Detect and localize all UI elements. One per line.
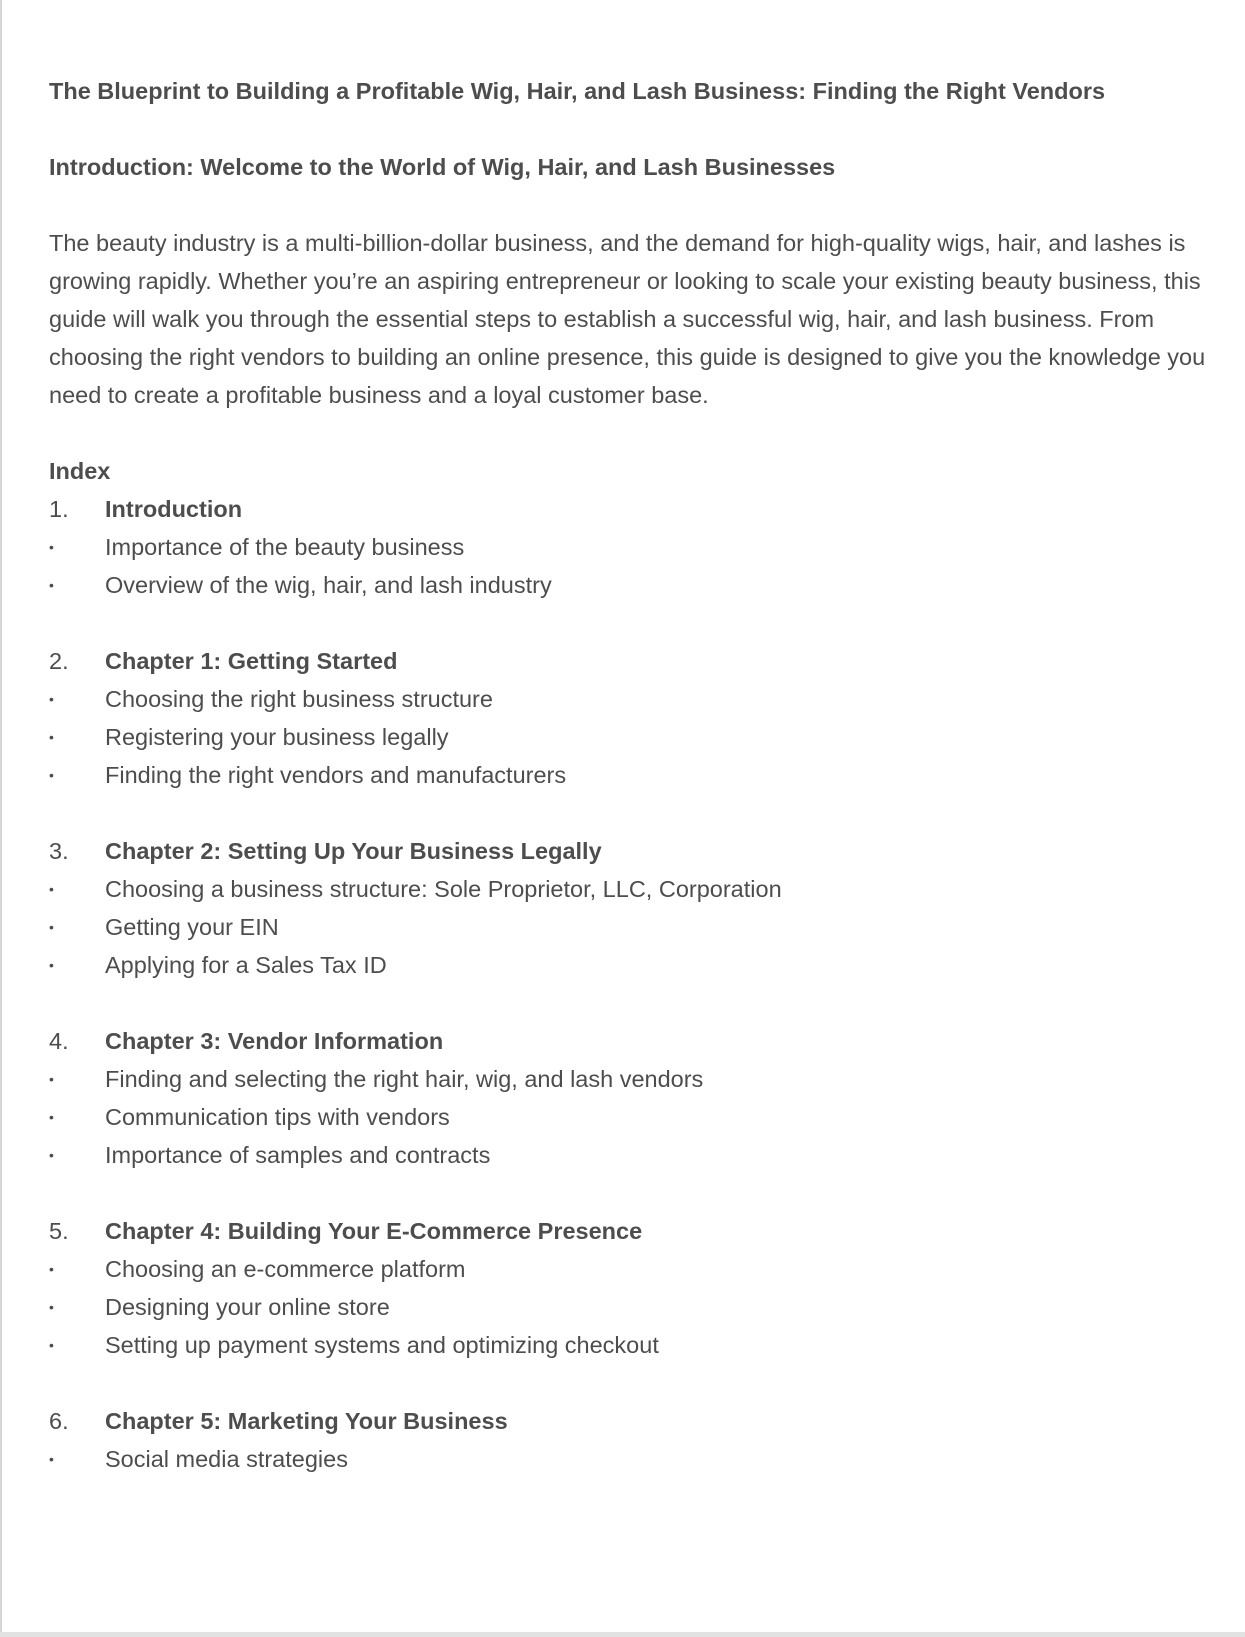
index-chapter-row xyxy=(49,832,1239,870)
index-chapter-row xyxy=(49,1402,1239,1440)
chapter-title: Chapter 3: Vendor Information xyxy=(105,1028,444,1054)
index-chapter-row xyxy=(49,490,1239,528)
bullet-item-text: Communication tips with vendors xyxy=(105,1104,450,1130)
bullet-item-text: Choosing a business structure: Sole Proprietor, LLC, Corporation xyxy=(105,876,782,902)
index-bullet-item xyxy=(49,1060,1239,1098)
bullet-icon: • xyxy=(49,881,54,897)
bullet-icon: • xyxy=(49,729,54,745)
chapter-title: Introduction xyxy=(105,496,243,522)
page-bottom-edge xyxy=(0,1632,1245,1637)
chapter-number: 2. xyxy=(49,648,69,674)
index-section xyxy=(49,490,1239,604)
bullet-icon: • xyxy=(49,1109,54,1125)
chapter-number: 4. xyxy=(49,1028,69,1054)
bullet-item-text: Getting your EIN xyxy=(105,914,279,940)
bullet-icon: • xyxy=(49,1261,54,1277)
bullet-item-text: Applying for a Sales Tax ID xyxy=(105,952,387,978)
bullet-icon: • xyxy=(49,1451,54,1467)
index-bullet-item xyxy=(49,1288,1239,1326)
index-bullet-item xyxy=(49,1250,1239,1288)
index-section xyxy=(49,832,1239,984)
index-section xyxy=(49,642,1239,794)
chapter-number: 6. xyxy=(49,1408,69,1434)
index-bullet-item xyxy=(49,566,1239,604)
bullet-icon: • xyxy=(49,691,54,707)
chapter-number: 1. xyxy=(49,496,69,522)
bullet-item-text: Designing your online store xyxy=(105,1294,390,1320)
intro-heading: Introduction: Welcome to the World of Wig, Hair, and Lash Businesses xyxy=(49,154,836,180)
index-bullet-item xyxy=(49,680,1239,718)
bullet-item-text: Choosing the right business structure xyxy=(105,686,493,712)
index-bullet-item xyxy=(49,946,1239,984)
index-bullet-item xyxy=(49,528,1239,566)
index-bullet-item xyxy=(49,1136,1239,1174)
bullet-icon: • xyxy=(49,1299,54,1315)
index-chapter-row xyxy=(49,642,1239,680)
bullet-item-text: Importance of the beauty business xyxy=(105,534,465,560)
bullet-icon: • xyxy=(49,1071,54,1087)
bullet-icon: • xyxy=(49,767,54,783)
spacer xyxy=(49,186,1239,224)
index-bullet-item xyxy=(49,756,1239,794)
chapter-number: 3. xyxy=(49,838,69,864)
spacer xyxy=(49,110,1239,148)
index-section xyxy=(49,1022,1239,1174)
index-list xyxy=(49,490,1239,1478)
chapter-title: Chapter 5: Marketing Your Business xyxy=(105,1408,508,1434)
bullet-icon: • xyxy=(49,1337,54,1353)
index-heading: Index xyxy=(49,458,111,484)
document-content xyxy=(49,72,1239,1478)
bullet-icon: • xyxy=(49,577,54,593)
index-bullet-item xyxy=(49,1440,1239,1478)
index-chapter-row xyxy=(49,1212,1239,1250)
chapter-title: Chapter 2: Setting Up Your Business Legally xyxy=(105,838,602,864)
bullet-item-text: Social media strategies xyxy=(105,1446,348,1472)
document-title: The Blueprint to Building a Profitable Wig, Hair, and Lash Business: Finding the Right Vendors xyxy=(49,78,1106,104)
index-bullet-item xyxy=(49,718,1239,756)
bullet-item-text: Finding and selecting the right hair, wig, and lash vendors xyxy=(105,1066,704,1092)
bullet-item-text: Registering your business legally xyxy=(105,724,449,750)
bullet-icon: • xyxy=(49,919,54,935)
bullet-icon: • xyxy=(49,957,54,973)
index-bullet-item xyxy=(49,870,1239,908)
chapter-title: Chapter 4: Building Your E-Commerce Presence xyxy=(105,1218,643,1244)
bullet-item-text: Choosing an e-commerce platform xyxy=(105,1256,466,1282)
bullet-item-text: Finding the right vendors and manufacturers xyxy=(105,762,567,788)
index-bullet-item xyxy=(49,1326,1239,1364)
bullet-item-text: Overview of the wig, hair, and lash industry xyxy=(105,572,552,598)
intro-paragraph: The beauty industry is a multi-billion-dollar business, and the demand for high-quality wigs, hair, and lashes is growing rapidly. Whether you’re an aspiring entrepreneur or looking to scale your existing beauty business, this guide will walk you through the essential steps to establish a successful wig, hair, and lash business. From choosing the right vendors to building an online presence, this guide is designed to give you the knowledge you need to create a profitable business and a loyal customer base. xyxy=(49,230,1206,408)
index-section xyxy=(49,1212,1239,1364)
index-chapter-row xyxy=(49,1022,1239,1060)
index-bullet-item xyxy=(49,1098,1239,1136)
bullet-item-text: Importance of samples and contracts xyxy=(105,1142,491,1168)
bullet-item-text: Setting up payment systems and optimizing checkout xyxy=(105,1332,659,1358)
spacer xyxy=(49,414,1239,452)
chapter-title: Chapter 1: Getting Started xyxy=(105,648,398,674)
index-section xyxy=(49,1402,1239,1478)
bullet-icon: • xyxy=(49,1147,54,1163)
chapter-number: 5. xyxy=(49,1218,69,1244)
index-bullet-item xyxy=(49,908,1239,946)
bullet-icon: • xyxy=(49,539,54,555)
